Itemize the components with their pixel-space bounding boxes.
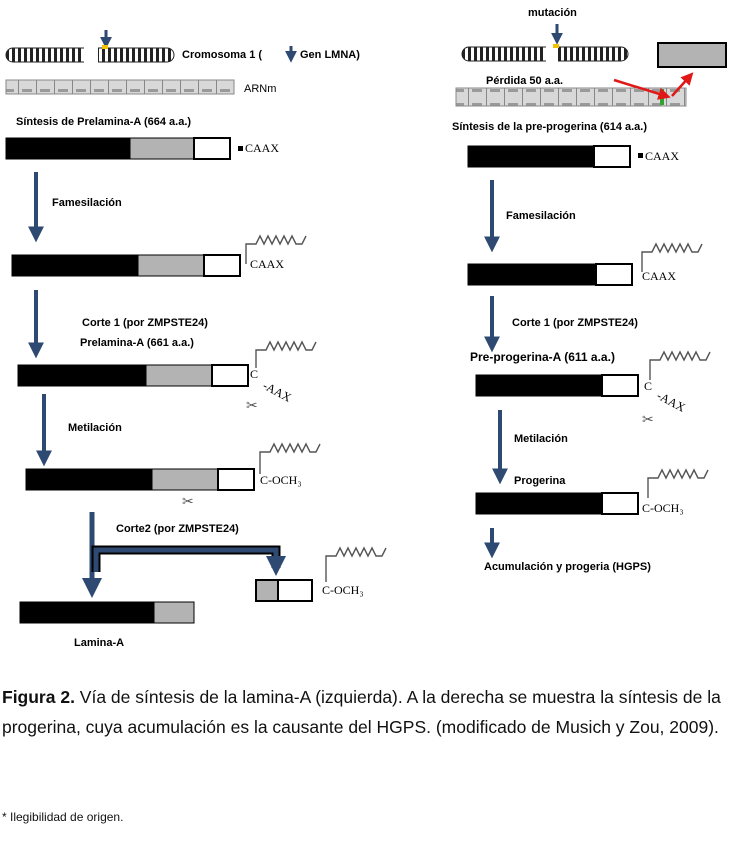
c-label-right: C <box>644 379 653 393</box>
mutation-marker <box>553 44 559 48</box>
step-methylation-left: Metilación <box>68 422 122 434</box>
step-farnesylation-left: Famesilación <box>52 197 122 209</box>
scissors-icon-1: ✂ <box>246 397 258 413</box>
synthesis-label-right: Síntesis de la pre-progerina (614 a.a.) <box>452 121 648 133</box>
deleted-exon-marker <box>660 89 664 105</box>
left-pathway <box>6 30 386 649</box>
caax-marker-1 <box>238 146 243 151</box>
caax-label-1: CAAX <box>245 141 280 155</box>
preprogerin-bar-1 <box>468 146 630 167</box>
accumulation-label: Acumulación y progeria (HGPS) <box>484 561 651 573</box>
farnesyl-chain-4 <box>326 548 386 582</box>
caax-label-2: CAAX <box>250 257 285 271</box>
step-methylation-right: Metilación <box>514 433 568 445</box>
och3-label-right: C-OCH₃ <box>642 501 684 515</box>
synthesis-label-left: Síntesis de Prelamina-A (664 a.a.) <box>16 116 192 128</box>
aax-label-left: -AAX <box>260 378 294 405</box>
arrow-cut2-branch-outline <box>96 550 276 572</box>
prelamin-bar-1 <box>6 138 230 159</box>
excised-segment <box>658 43 726 67</box>
chromosome-label: Cromosoma 1 ( <box>182 49 263 61</box>
farnesyl-chain-right-2 <box>650 352 710 380</box>
progerin-bar <box>476 493 638 514</box>
aax-label-right: -AAX <box>654 388 688 415</box>
farnesyl-chain-3 <box>260 444 320 474</box>
figure-caption <box>2 682 746 742</box>
caax-marker-right-1 <box>638 153 643 158</box>
preprogerin-bar-2 <box>468 264 632 285</box>
scissors-icon-2: ✂ <box>182 493 194 509</box>
caax-label-right-1: CAAX <box>645 149 680 163</box>
gene-marker <box>102 45 108 49</box>
och3-label-left-1: C-OCH₃ <box>260 473 302 487</box>
step-farnesylation-right: Famesilación <box>506 210 576 222</box>
step-cut2-left: Corte2 (por ZMPSTE24) <box>116 523 239 535</box>
footnote: * Ilegibilidad de origen. <box>2 810 124 824</box>
farnesyl-chain-2 <box>256 342 316 368</box>
farnesyl-chain-right-1 <box>642 244 702 272</box>
right-pathway <box>452 7 726 573</box>
cleaved-fragment <box>256 580 312 601</box>
progerin-label: Progerina <box>514 475 566 487</box>
mutation-label: mutación <box>528 7 577 19</box>
mrna-strip <box>6 80 234 94</box>
caption-text: Vía de síntesis de la lamina-A (izquierda). A la derecha se muestra la síntesis de la progerina, cuya acumulación es la causante del HGPS. (modificado de Musich y Zou, 2009). <box>2 687 721 737</box>
prelamin-bar-4 <box>26 469 254 490</box>
preprogerin-611-label: Pre-progerina-A (611 a.a.) <box>470 350 615 364</box>
prelamin-bar-2 <box>12 255 240 276</box>
caax-label-right-2: CAAX <box>642 269 677 283</box>
lamin-a-bar <box>20 602 194 623</box>
loss-50aa-label: Pérdida 50 a.a. <box>486 75 564 87</box>
farnesyl-chain-right-3 <box>648 470 708 498</box>
c-label-left: C <box>250 367 259 381</box>
step-cut1-left: Corte 1 (por ZMPSTE24) <box>82 317 208 329</box>
prelamin-661-label: Prelamina-A (661 a.a.) <box>80 337 194 349</box>
figure-label: Figura 2. <box>2 687 75 707</box>
gene-label: Gen LMNA) <box>300 49 360 61</box>
mutated-chromosome <box>462 46 628 62</box>
preprogerin-bar-3 <box>476 375 638 396</box>
lamin-a-label: Lamina-A <box>74 637 125 649</box>
step-cut1-right: Corte 1 (por ZMPSTE24) <box>512 317 638 329</box>
prelamin-bar-3 <box>18 365 248 386</box>
chromosome-1 <box>6 47 174 63</box>
mrna-label: ARNm <box>244 83 277 95</box>
och3-label-left-2: C-OCH₃ <box>322 583 364 597</box>
scissors-icon-right: ✂ <box>642 411 654 427</box>
